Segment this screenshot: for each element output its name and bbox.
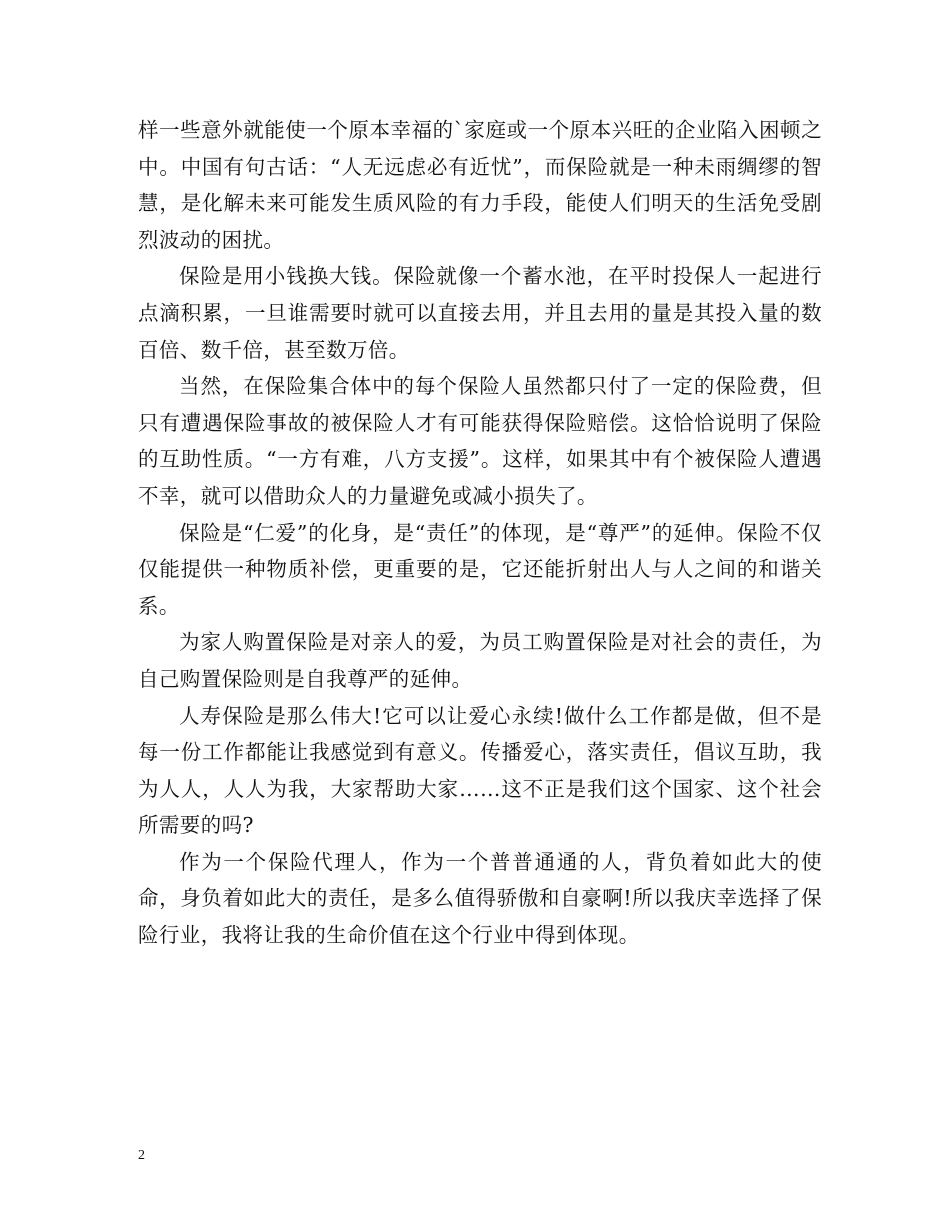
paragraph: 作为一个保险代理人，作为一个普普通通的人，背负着如此大的使命，身负着如此大的责任，是多么值得骄傲和自豪啊!所以我庆幸选择了保险行业，我将让我的生命价值在这个行业中得到体现。 bbox=[138, 849, 822, 948]
paragraph: 保险是用小钱换大钱。保险就像一个蓄水池，在平时投保人一起进行点滴积累，一旦谁需要时就可以直接去用，并且去用的量是其投入量的数百倍、数千倍，甚至数万倍。 bbox=[138, 264, 822, 362]
paragraph: 当然，在保险集合体中的每个保险人虽然都只付了一定的保险费，但只有遭遇保险事故的被保险人才有可能获得保险赔偿。这恰恰说明了保险的互助性质。“一方有难，八方支援”。这样，如果其中有个被保险人遭遇不幸，就可以借助众人的力量避免或减小损失了。 bbox=[138, 374, 822, 508]
paragraph-continued: 样一些意外就能使一个原本幸福的`家庭或一个原本兴旺的企业陷入困顿之中。中国有句古话：“人无远虑必有近忧”，而保险就是一种未雨绸缪的智慧，是化解未来可能发生质风险的有力手段，能使人们明天的生活免受剧烈波动的困扰。 bbox=[138, 118, 822, 252]
document-body bbox=[138, 112, 822, 954]
paragraph: 为家人购置保险是对亲人的爱，为员工购置保险是对社会的责任，为自己购置保险则是自我尊严的延伸。 bbox=[138, 630, 822, 691]
paragraph: 人寿保险是那么伟大!它可以让爱心永续!做什么工作都是做，但不是每一份工作都能让我感觉到有意义。传播爱心，落实责任，倡议互助，我为人人，人人为我，大家帮助大家……这不正是我们这个国家、这个社会所需要的吗? bbox=[138, 703, 822, 838]
page-number: 2 bbox=[138, 1148, 145, 1163]
paragraph: 保险是“仁爱”的化身，是“责任”的体现，是“尊严”的延伸。保险不仅仅能提供一种物质补偿，更重要的是，它还能折射出人与人之间的和谐关系。 bbox=[138, 520, 822, 618]
